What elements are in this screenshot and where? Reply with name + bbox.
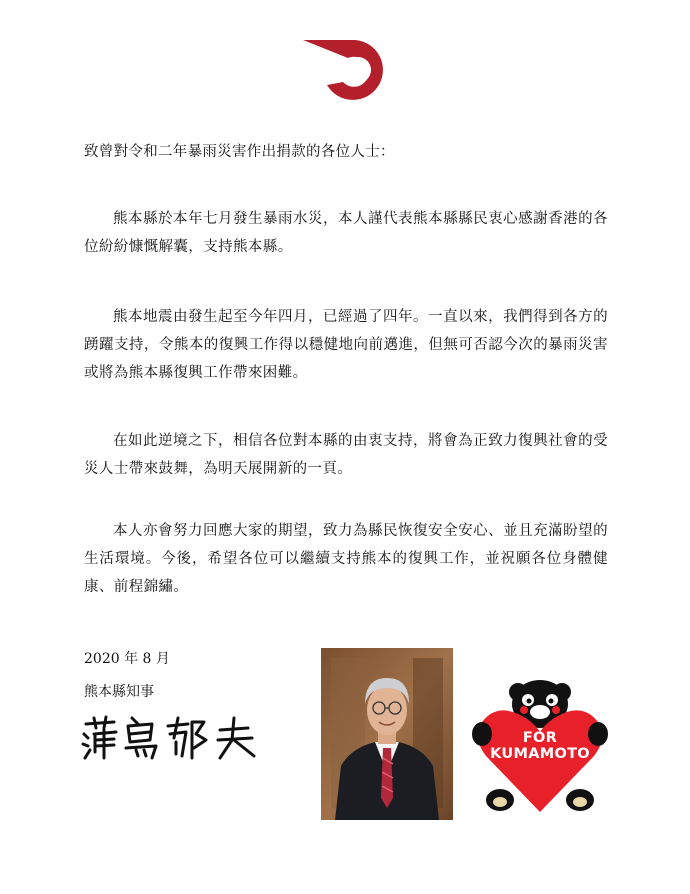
logo-text-for: FOR — [522, 730, 558, 746]
letter-date: 2020 年 8 月 — [84, 651, 170, 667]
signer-title: 熊本縣知事 — [84, 684, 154, 700]
letter-paragraph-1: 熊本縣於本年七月發生暴雨水災，本人謹代表熊本縣縣民衷心感謝香港的各位紛紛慷慨解囊，支持熊本縣。 — [84, 211, 608, 255]
letter-salutation: 致曾對令和二年暴雨災害作出捐款的各位人士： — [84, 144, 395, 160]
governor-portrait-photo — [321, 648, 453, 820]
for-kumamoto-logo — [470, 672, 610, 820]
letter-paragraph-2: 熊本地震由發生起至今年四月，已經過了四年。一直以來，我們得到各方的踴躍支持，令熊本的復興工作得以穩健地向前邁進，但無可否認今次的暴雨災害或將為熊本縣復興工作帶來困難。 — [84, 309, 608, 381]
handwritten-signature — [80, 712, 260, 762]
letter-paragraph-4: 本人亦會努力回應大家的期望，致力為縣民恢復安全安心、並且充滿盼望的生活環境。今後，希望各位可以繼續支持熊本的復興工作，並祝願各位身體健康、前程錦繡。 — [84, 523, 608, 595]
kumamoto-prefecture-emblem — [303, 40, 389, 100]
letter-paragraph-3: 在如此逆境之下，相信各位對本縣的由衷支持，將會為正致力復興社會的受災人士帶來鼓舞，為明天展開新的一頁。 — [84, 433, 608, 477]
logo-text-kumamoto: KUMAMOTO — [490, 746, 590, 762]
